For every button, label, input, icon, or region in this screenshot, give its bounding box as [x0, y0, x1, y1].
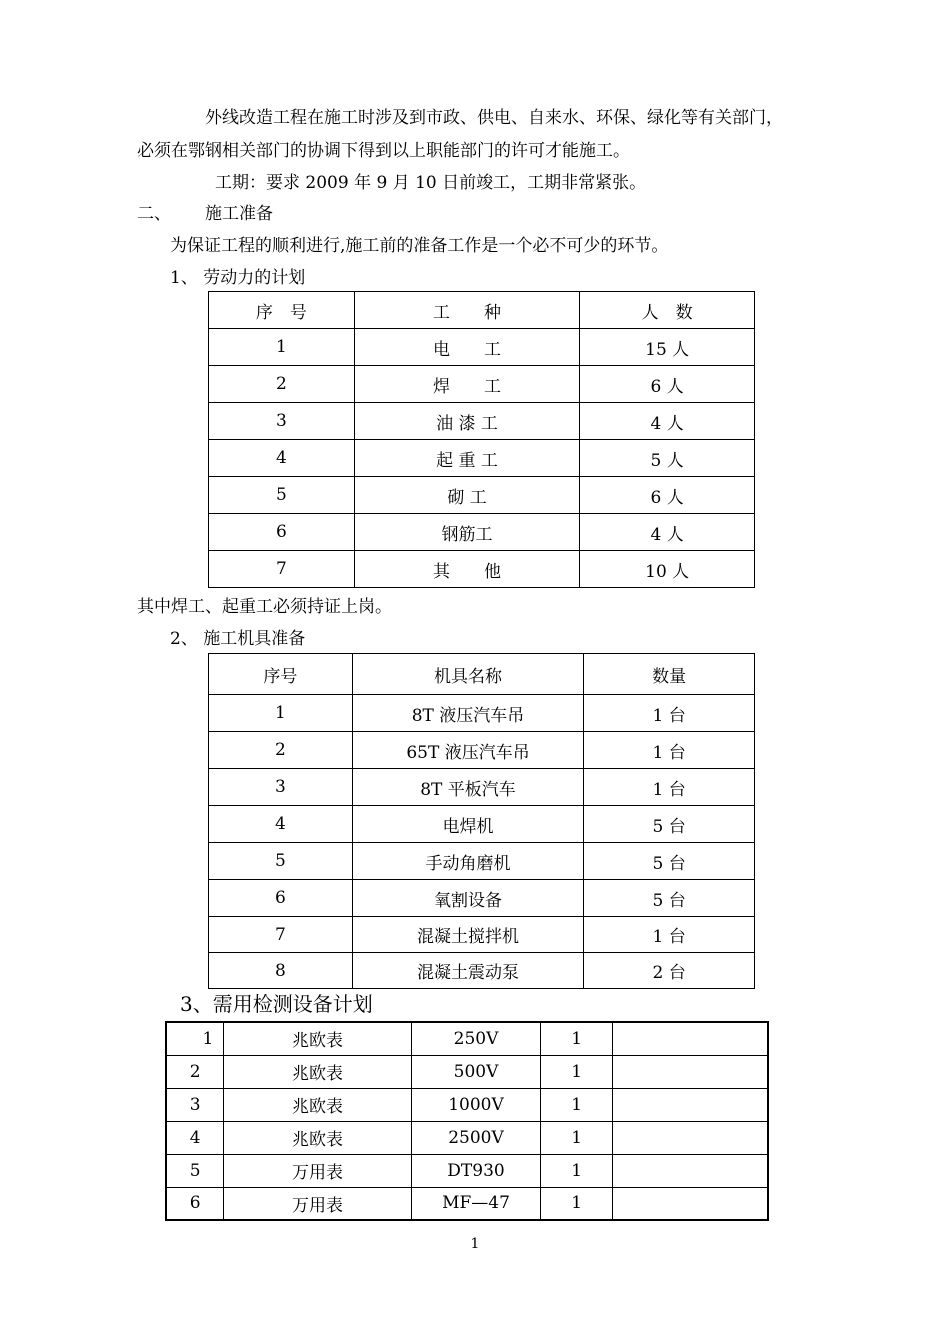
- table-row: [209, 953, 755, 989]
- table-cell: 15 人: [580, 329, 755, 366]
- table-cell: 焊 工: [354, 366, 580, 403]
- table-cell: 钢筋工: [354, 514, 580, 551]
- table-cell: 1: [541, 1088, 613, 1121]
- table-cell: 3: [166, 1088, 224, 1121]
- labor-note: 其中焊工、起重工必须持证上岗。: [137, 597, 392, 617]
- intro-paragraph-line-2: 必须在鄂钢相关部门的协调下得到以上职能部门的许可才能施工。: [137, 141, 630, 161]
- table-row: [209, 366, 755, 403]
- table-cell: 8T 平板汽车: [352, 769, 584, 806]
- table-row: [209, 769, 755, 806]
- machines-heading: 2、 施工机具准备: [170, 629, 306, 649]
- table-row: [209, 514, 755, 551]
- table-row: [209, 843, 755, 880]
- table-cell: 8: [209, 953, 353, 989]
- table-cell: 6 人: [580, 366, 755, 403]
- table-cell: 电焊机: [352, 806, 584, 843]
- table-cell: 6 人: [580, 477, 755, 514]
- table-cell: 兆欧表: [224, 1121, 411, 1154]
- table-cell: 6: [209, 880, 353, 917]
- labor-heading: 1、 劳动力的计划: [170, 268, 306, 288]
- table-cell: 5: [209, 843, 353, 880]
- section-intro: 为保证工程的顺利进行,施工前的准备工作是一个必不可少的环节。: [170, 236, 669, 256]
- table-row: [209, 440, 755, 477]
- machines-header-cell: 机具名称: [352, 654, 584, 695]
- table-cell: 油 漆 工: [354, 403, 580, 440]
- table-cell: 1: [209, 329, 355, 366]
- table-cell: 7: [209, 917, 353, 953]
- table-cell: 1: [209, 695, 353, 732]
- machines-header-cell: 序号: [209, 654, 353, 695]
- table-cell: 1: [541, 1121, 613, 1154]
- table-cell: 其 他: [354, 551, 580, 588]
- table-cell: 8T 液压汽车吊: [352, 695, 584, 732]
- labor-table: [208, 291, 755, 588]
- table-cell: 2: [166, 1055, 224, 1088]
- table-cell: 500V: [411, 1055, 541, 1088]
- labor-header-cell: 人 数: [580, 292, 755, 329]
- table-cell: 65T 液压汽车吊: [352, 732, 584, 769]
- table-row: [209, 329, 755, 366]
- section-title: 施工准备: [205, 204, 273, 224]
- table-cell: 2 台: [584, 953, 755, 989]
- table-cell: 6: [209, 514, 355, 551]
- table-cell: 5 台: [584, 880, 755, 917]
- section-number: 二、: [137, 204, 171, 224]
- table-row: [166, 1055, 768, 1088]
- labor-header-cell: 工 种: [354, 292, 580, 329]
- table-row: [209, 477, 755, 514]
- table-cell: DT930: [411, 1154, 541, 1187]
- table-cell: 1 台: [584, 769, 755, 806]
- table-cell: 1 台: [584, 695, 755, 732]
- instruments-heading: 3、需用检测设备计划: [180, 992, 373, 1016]
- table-cell: 1: [541, 1187, 613, 1220]
- instruments-table: [165, 1021, 769, 1221]
- table-cell: 2500V: [411, 1121, 541, 1154]
- table-row: [209, 806, 755, 843]
- machines-header-row: [209, 654, 755, 695]
- table-cell: 电 工: [354, 329, 580, 366]
- table-cell: [613, 1022, 768, 1055]
- table-cell: 6: [166, 1187, 224, 1220]
- table-cell: 万用表: [224, 1187, 411, 1220]
- table-cell: 5: [166, 1154, 224, 1187]
- table-row: [209, 403, 755, 440]
- table-cell: 4 人: [580, 514, 755, 551]
- schedule-line: 工期：要求 2009 年 9 月 10 日前竣工，工期非常紧张。: [215, 173, 647, 193]
- table-cell: [613, 1187, 768, 1220]
- table-cell: 5 台: [584, 843, 755, 880]
- table-cell: 手动角磨机: [352, 843, 584, 880]
- table-cell: 5: [209, 477, 355, 514]
- table-cell: 2: [209, 366, 355, 403]
- table-row: [209, 880, 755, 917]
- intro-paragraph-line-1: 外线改造工程在施工时涉及到市政、供电、自来水、环保、绿化等有关部门，: [205, 108, 783, 128]
- table-row: [166, 1187, 768, 1220]
- table-cell: 1: [541, 1055, 613, 1088]
- table-cell: [613, 1121, 768, 1154]
- table-cell: 3: [209, 769, 353, 806]
- table-cell: [613, 1088, 768, 1121]
- table-cell: 砌 工: [354, 477, 580, 514]
- table-cell: 4: [166, 1121, 224, 1154]
- table-cell: 5 台: [584, 806, 755, 843]
- table-cell: 3: [209, 403, 355, 440]
- machines-table: [208, 653, 755, 989]
- table-row: [166, 1088, 768, 1121]
- table-row: [166, 1121, 768, 1154]
- table-cell: 5 人: [580, 440, 755, 477]
- table-row: [209, 695, 755, 732]
- table-cell: 4: [209, 806, 353, 843]
- table-cell: 混凝土搅拌机: [352, 917, 584, 953]
- table-cell: 7: [209, 551, 355, 588]
- table-cell: 起 重 工: [354, 440, 580, 477]
- table-cell: 氧割设备: [352, 880, 584, 917]
- table-cell: 10 人: [580, 551, 755, 588]
- table-cell: 1000V: [411, 1088, 541, 1121]
- table-cell: 2: [209, 732, 353, 769]
- table-cell: 1: [541, 1022, 613, 1055]
- table-cell: MF—47: [411, 1187, 541, 1220]
- table-row: [166, 1022, 768, 1055]
- table-cell: 万用表: [224, 1154, 411, 1187]
- labor-header-row: [209, 292, 755, 329]
- table-cell: 兆欧表: [224, 1022, 411, 1055]
- table-cell: [613, 1154, 768, 1187]
- machines-header-cell: 数量: [584, 654, 755, 695]
- table-cell: 1: [166, 1022, 224, 1055]
- table-cell: 1 台: [584, 732, 755, 769]
- table-cell: 4: [209, 440, 355, 477]
- table-row: [209, 551, 755, 588]
- table-row: [209, 917, 755, 953]
- page-number: 1: [470, 1236, 480, 1252]
- table-cell: 4 人: [580, 403, 755, 440]
- table-cell: 1 台: [584, 917, 755, 953]
- table-cell: 兆欧表: [224, 1088, 411, 1121]
- labor-header-cell: 序 号: [209, 292, 355, 329]
- table-cell: [613, 1055, 768, 1088]
- table-cell: 1: [541, 1154, 613, 1187]
- table-row: [166, 1154, 768, 1187]
- table-cell: 兆欧表: [224, 1055, 411, 1088]
- table-cell: 混凝土震动泵: [352, 953, 584, 989]
- table-cell: 250V: [411, 1022, 541, 1055]
- table-row: [209, 732, 755, 769]
